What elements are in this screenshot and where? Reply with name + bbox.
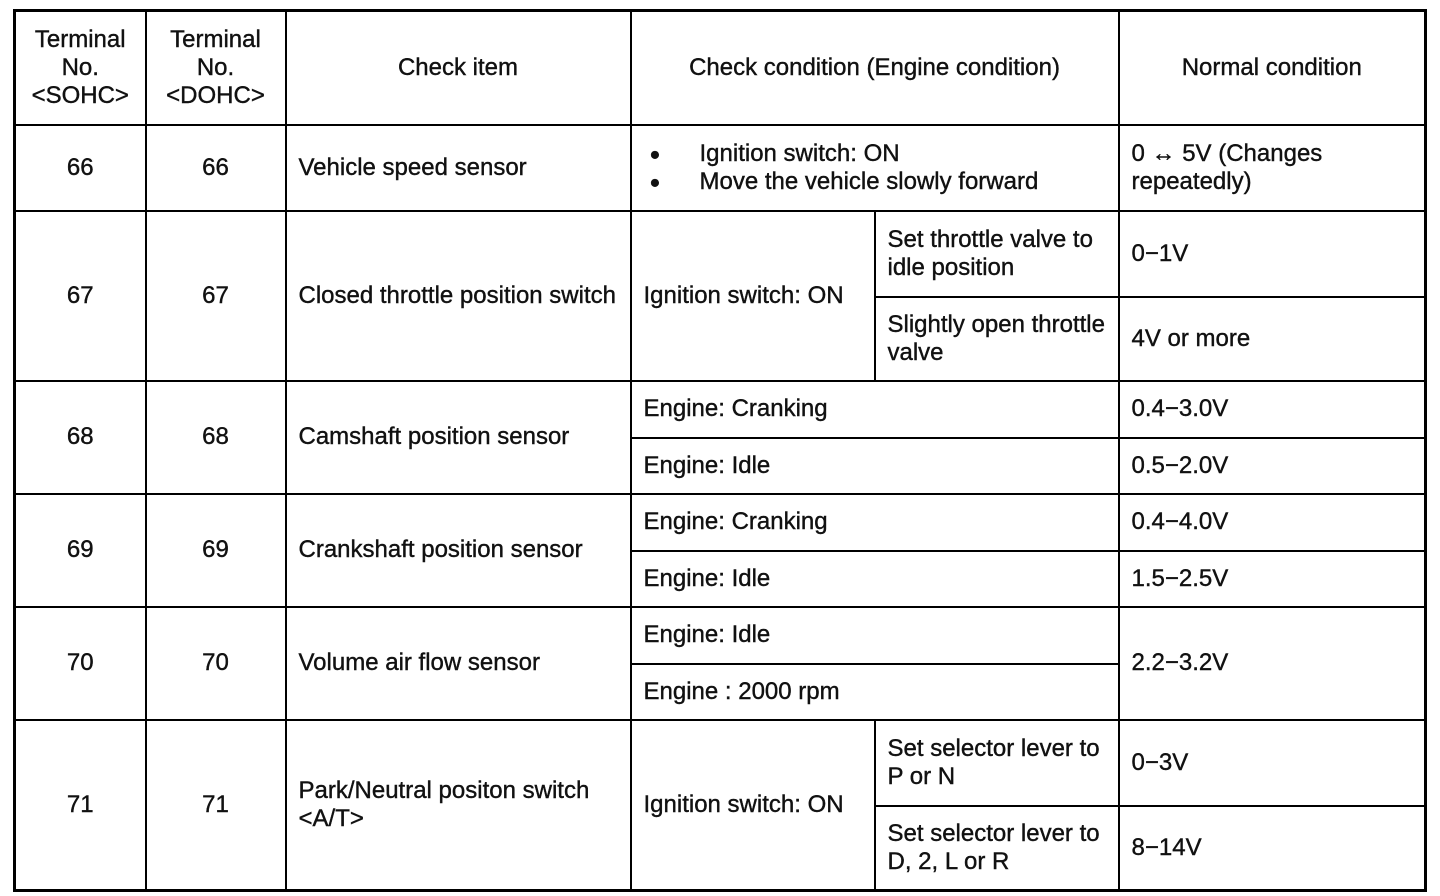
check-condition: Engine: Cranking: [631, 494, 1119, 551]
header-terminal-sohc: Terminal No. <SOHC>: [15, 11, 146, 125]
normal-condition: 0−3V: [1119, 720, 1426, 806]
terminal-sohc: 69: [15, 494, 146, 607]
terminal-dohc: 69: [146, 494, 286, 607]
table-row: [15, 125, 1426, 211]
normal-condition: 8−14V: [1119, 806, 1426, 891]
terminal-sohc: 67: [15, 211, 146, 381]
table-row: [15, 494, 1426, 551]
terminal-dohc: 68: [146, 381, 286, 494]
check-item: Park/Neutral positon switch <A/T>: [286, 720, 631, 891]
sub-condition: Slightly open throttle valve: [875, 297, 1119, 381]
sub-condition: Set throttle valve to idle position: [875, 211, 1119, 297]
header-row: [15, 11, 1426, 125]
normal-condition: 1.5−2.5V: [1119, 551, 1426, 607]
normal-condition: 0.5−2.0V: [1119, 438, 1426, 494]
header-normal-condition: Normal condition: [1119, 11, 1426, 125]
check-item: Crankshaft position sensor: [286, 494, 631, 607]
check-item: Closed throttle position switch: [286, 211, 631, 381]
normal-condition: 0 ↔ 5V (Changes repeatedly): [1119, 125, 1426, 211]
table-row: [15, 211, 1426, 297]
terminal-dohc: 70: [146, 607, 286, 720]
terminal-check-table: [13, 9, 1427, 892]
condition-bullet: ● Move the vehicle slowly forward: [644, 168, 1106, 196]
condition-bullet: ● Ignition switch: ON: [644, 140, 1106, 168]
check-item: Camshaft position sensor: [286, 381, 631, 494]
terminal-dohc: 71: [146, 720, 286, 891]
terminal-dohc: 67: [146, 211, 286, 381]
check-condition: Engine: Idle: [631, 551, 1119, 607]
check-condition: Engine: Idle: [631, 438, 1119, 494]
check-condition: Ignition switch: ON: [631, 720, 875, 891]
check-condition: Engine: Cranking: [631, 381, 1119, 438]
condition-list: [644, 140, 1106, 196]
check-condition: Ignition switch: ON: [631, 211, 875, 381]
normal-condition: 0.4−4.0V: [1119, 494, 1426, 551]
check-item: Vehicle speed sensor: [286, 125, 631, 211]
terminal-sohc: 71: [15, 720, 146, 891]
normal-condition: 0.4−3.0V: [1119, 381, 1426, 438]
table-row: [15, 720, 1426, 806]
normal-condition: 2.2−3.2V: [1119, 607, 1426, 720]
sub-condition: Set selector lever to D, 2, L or R: [875, 806, 1119, 891]
check-item: Volume air flow sensor: [286, 607, 631, 720]
header-check-item: Check item: [286, 11, 631, 125]
sub-condition: Set selector lever to P or N: [875, 720, 1119, 806]
check-condition: [631, 125, 1119, 211]
check-condition: Engine: Idle: [631, 607, 1119, 664]
normal-condition: 0−1V: [1119, 211, 1426, 297]
table-row: [15, 381, 1426, 438]
header-check-condition: Check condition (Engine condition): [631, 11, 1119, 125]
check-condition: Engine : 2000 rpm: [631, 664, 1119, 720]
terminal-sohc: 66: [15, 125, 146, 211]
normal-condition: 4V or more: [1119, 297, 1426, 381]
header-terminal-dohc: Terminal No. <DOHC>: [146, 11, 286, 125]
terminal-sohc: 68: [15, 381, 146, 494]
terminal-sohc: 70: [15, 607, 146, 720]
table-row: [15, 607, 1426, 664]
terminal-dohc: 66: [146, 125, 286, 211]
